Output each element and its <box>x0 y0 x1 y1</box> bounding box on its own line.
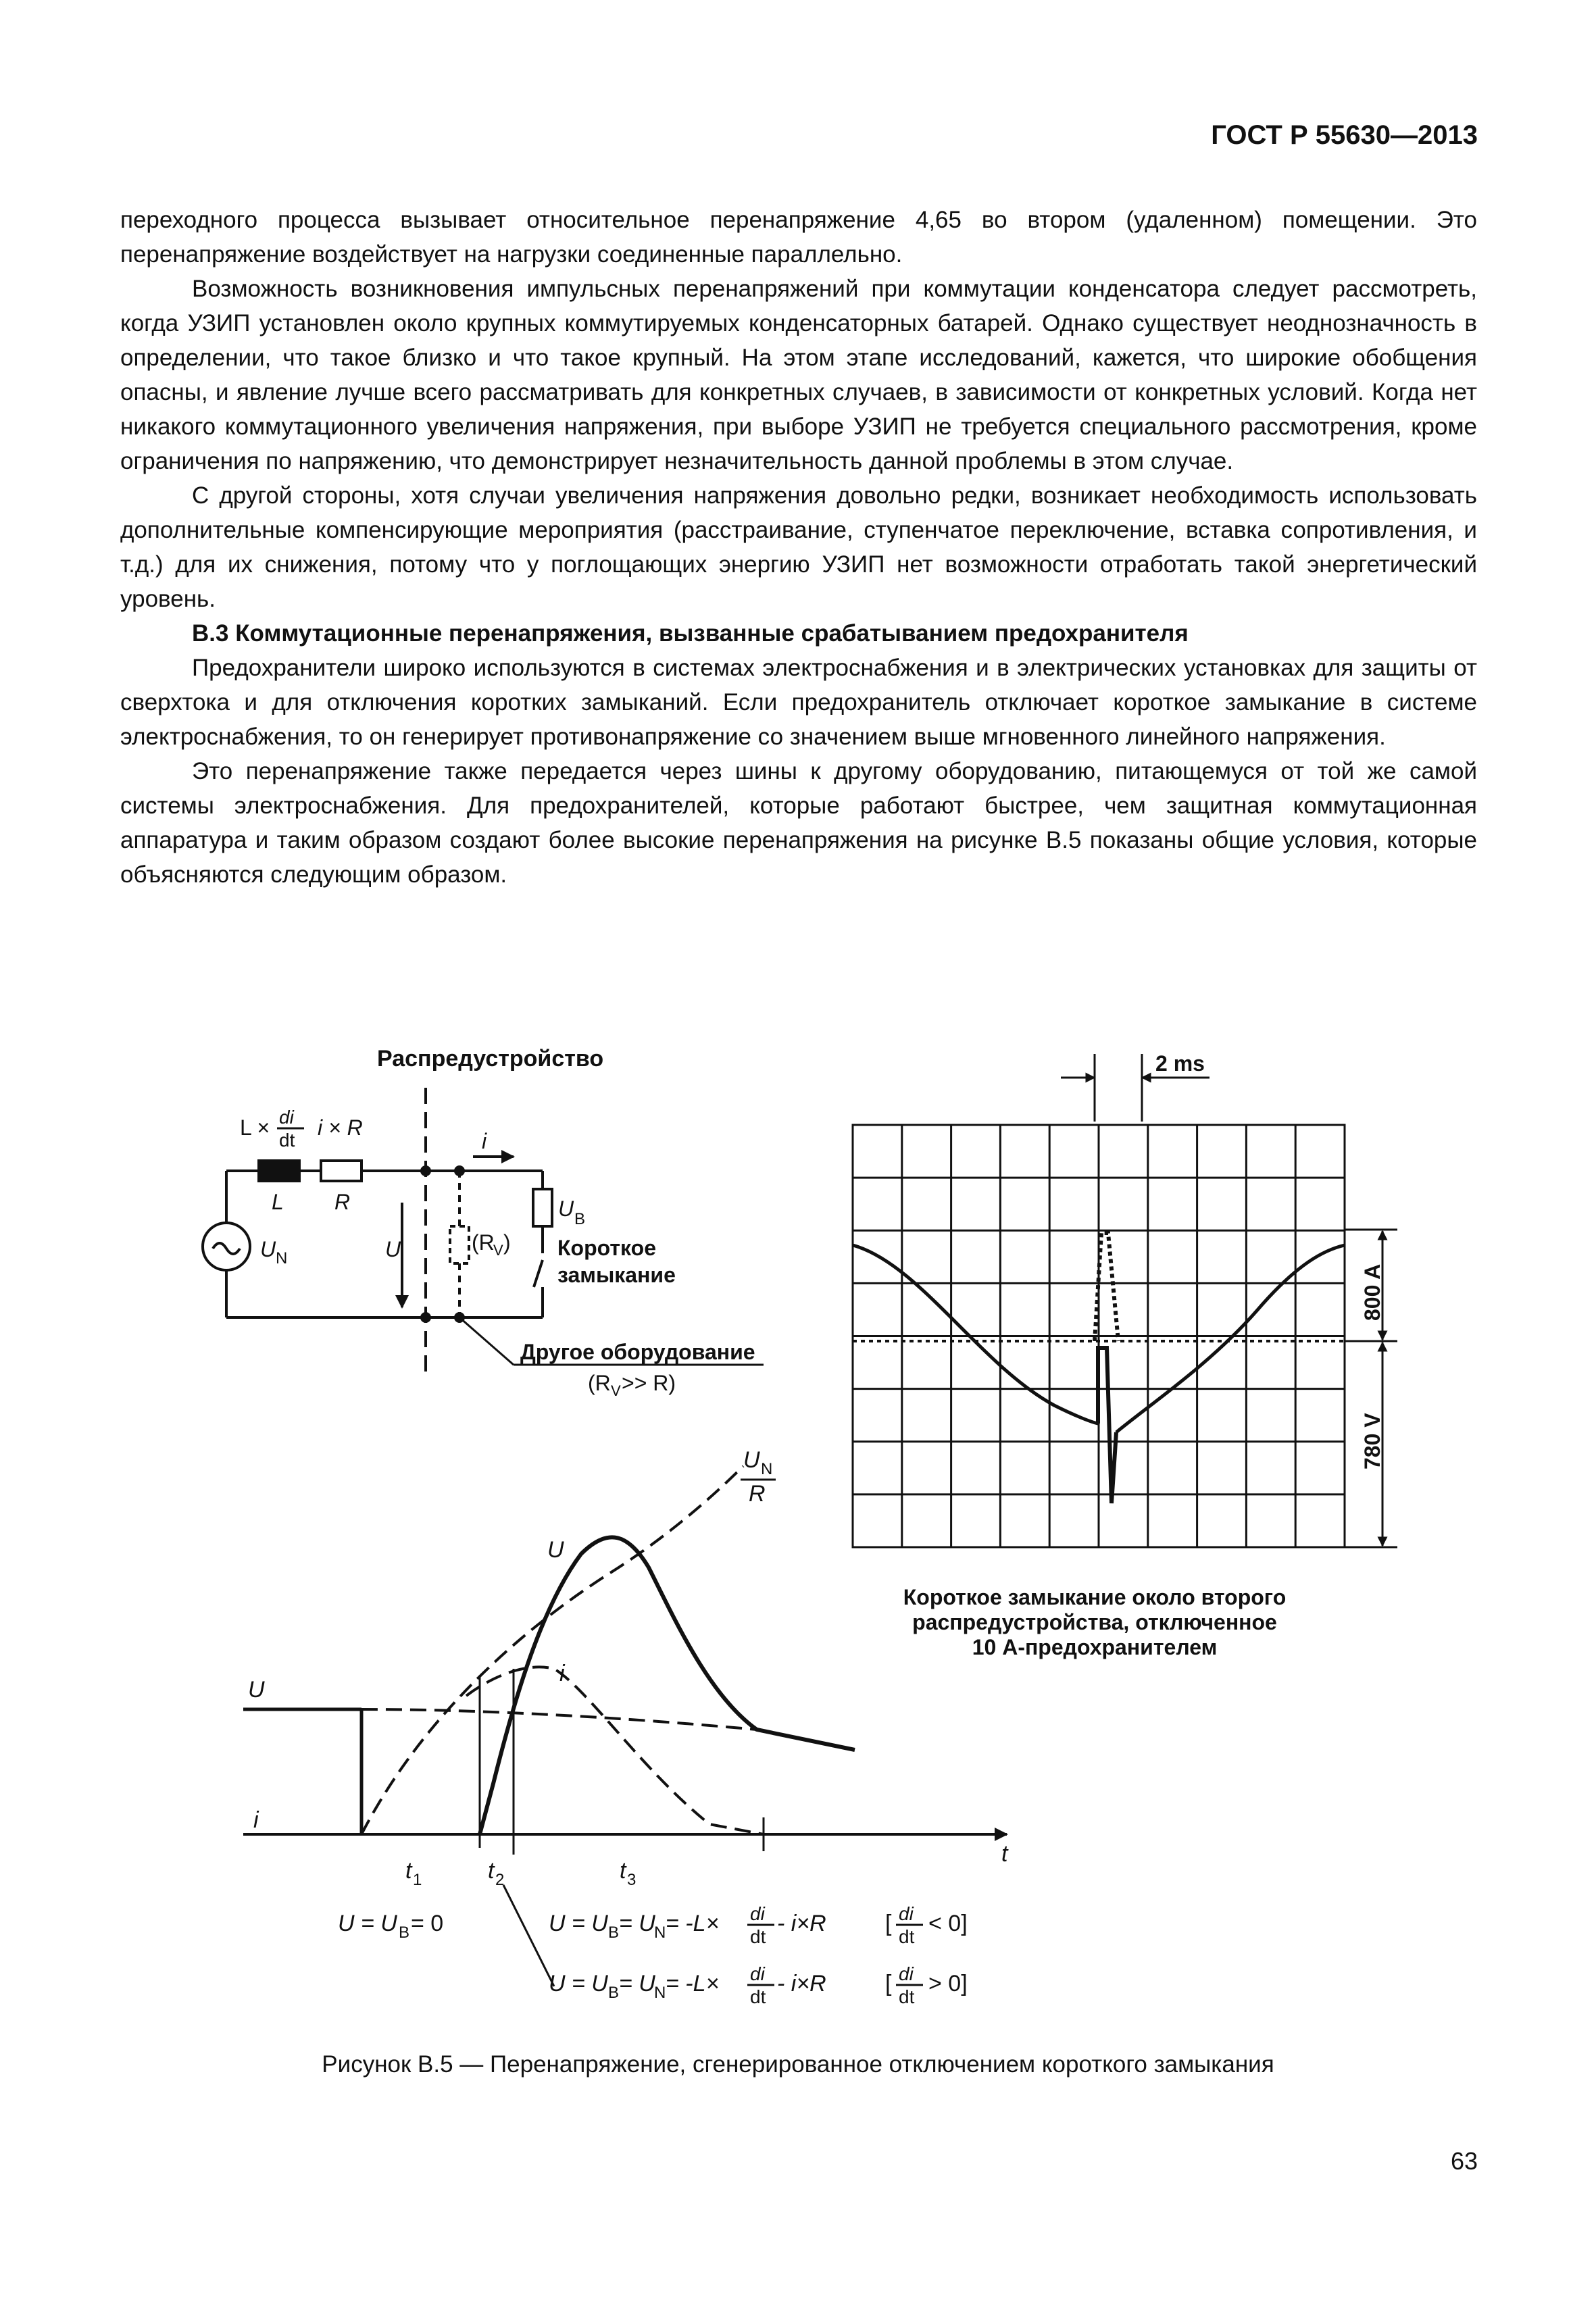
svg-text:U = U: U = U <box>549 1911 608 1936</box>
circuit-labels <box>240 1107 755 1399</box>
inductor-symbol <box>259 1161 299 1181</box>
paragraph-4: Предохранители широко используются в системах электроснабжения и в электрических установках для защиты от сверхтока и для отключения коротких замыканий. Если предохранитель отключает короткое замыкание в системе электроснабжения, то он генерирует противонапряжение со значением выше мгновенного линейного напряжения. <box>120 655 1477 750</box>
svg-text:= 0: = 0 <box>411 1911 444 1936</box>
svg-text:i: i <box>253 1807 259 1833</box>
svg-text:dt: dt <box>279 1130 295 1151</box>
svg-text:U: U <box>547 1537 564 1563</box>
svg-text:B: B <box>399 1923 410 1942</box>
svg-text:U = U: U = U <box>338 1911 397 1936</box>
svg-text:di: di <box>899 1903 914 1924</box>
svg-text:V: V <box>611 1382 621 1399</box>
svg-text:U: U <box>558 1197 574 1221</box>
figure-caption: Рисунок В.5 — Перенапряжение, сгенерированное отключением короткого замыкания <box>322 2051 1274 2078</box>
circuit-diagram <box>203 1046 764 1378</box>
short-circuit-label-1: Короткое <box>557 1236 656 1260</box>
switchgear-title: Распредустройство <box>377 1046 604 1072</box>
timing-diagram <box>243 1466 1007 1986</box>
time-scale-label: 2 ms <box>1155 1051 1205 1076</box>
other-equipment-label: Другое оборудование <box>520 1340 755 1364</box>
ub-element <box>533 1189 552 1226</box>
svg-text:>> R): >> R) <box>622 1371 676 1395</box>
svg-text:N: N <box>276 1249 288 1267</box>
svg-text:L ×: L × <box>240 1115 270 1140</box>
svg-text:= U: = U <box>619 1911 655 1936</box>
svg-text:= U: = U <box>619 1971 655 1996</box>
svg-text:i: i <box>559 1661 565 1686</box>
svg-text:R: R <box>749 1481 766 1507</box>
voltage-scale-label: 780 V <box>1360 1413 1385 1469</box>
equation-di-negative <box>549 1903 968 1947</box>
svg-text:dt: dt <box>899 1986 915 2007</box>
svg-text:di: di <box>279 1107 294 1128</box>
section-heading-b3: В.3 Коммутационные перенапряжения, вызванные срабатыванием предохранителя <box>192 620 1189 647</box>
paragraph-5: Это перенапряжение также передается через шины к другому оборудованию, питающемуся от той же самой системы электроснабжения. Для предохранителей, которые работают быстрее, чем защитная коммутационная аппаратура и таким образом создают более высокие перенапряжения на рисунке В.5 показаны общие условия, которые объясняются следующим образом. <box>120 758 1477 888</box>
svg-text:): ) <box>503 1230 511 1255</box>
svg-text:(R: (R <box>588 1371 611 1395</box>
scope-caption-line1: Короткое замыкание около второго <box>903 1585 1287 1609</box>
current-scale-label: 800 A <box>1360 1263 1385 1321</box>
short-circuit-label-2: замыкание <box>557 1263 676 1287</box>
svg-text:di: di <box>899 1963 914 1984</box>
rv-element <box>450 1226 469 1263</box>
page-number: 63 <box>1450 2147 1478 2175</box>
paragraph-2: Возможность возникновения импульсных перенапряжений при коммутации конденсатора следует рассмотреть, когда УЗИП установлен около крупных коммутируемых конденсаторных батарей. Однако существует неоднозначность в определении, что такое близко и что такое крупный. На этом этапе исследований, кажется, что широкие обобщения опасны, и явление лучше всего рассматривать для конкретных случаев, в зависимости от конкретных условий. Когда нет никакого коммутационного увеличения напряжения, при выборе УЗИП не требуется специального рассмотрения, кроме ограничения по напряжению, что демонстрирует незначительность данной проблемы в этом случае. <box>120 276 1477 474</box>
svg-text:1: 1 <box>413 1871 422 1889</box>
svg-text:= -L×: = -L× <box>666 1971 720 1996</box>
svg-text:B: B <box>608 1923 620 1942</box>
svg-text:R: R <box>334 1190 351 1214</box>
svg-text:< 0]: < 0] <box>928 1911 968 1936</box>
paragraph-3: С другой стороны, хотя случаи увеличения напряжения довольно редки, возникает необходимость использовать дополнительные компенсирующие мероприятия (расстраивание, ступенчатое переключение, вставка сопротивления, и т.д.) для их снижения, потому что у поглощающих энергию УЗИП нет возможности отработать такой энергетический уровень. <box>120 482 1477 612</box>
svg-text:t: t <box>488 1858 495 1884</box>
svg-text:U: U <box>385 1237 401 1261</box>
svg-text:t: t <box>1001 1841 1008 1867</box>
svg-text:- i×R: - i×R <box>777 1971 826 1996</box>
svg-text:U: U <box>248 1677 265 1703</box>
svg-text:(R: (R <box>472 1230 495 1255</box>
svg-text:N: N <box>654 1923 666 1942</box>
svg-text:i × R: i × R <box>318 1115 363 1140</box>
svg-text:= -L×: = -L× <box>666 1911 720 1936</box>
svg-text:dt: dt <box>750 1926 766 1947</box>
svg-text:B: B <box>608 1984 620 2002</box>
svg-text:> 0]: > 0] <box>928 1971 968 1996</box>
svg-text:t: t <box>620 1858 626 1884</box>
svg-text:di: di <box>750 1963 765 1984</box>
svg-text:[: [ <box>885 1911 892 1936</box>
scope-caption-line3: 10 А-предохранителем <box>972 1635 1218 1659</box>
equation-di-positive <box>549 1963 968 2007</box>
equation-zero <box>338 1911 443 1942</box>
resistor-symbol <box>321 1161 361 1181</box>
scope-caption-line2: распредустройства, отключенное <box>912 1610 1277 1634</box>
svg-text:t: t <box>405 1858 412 1884</box>
svg-text:U: U <box>260 1237 276 1261</box>
svg-text:2: 2 <box>495 1871 505 1889</box>
svg-text:dt: dt <box>899 1926 915 1947</box>
svg-text:di: di <box>750 1903 765 1924</box>
paragraph-1: переходного процесса вызывает относительное перенапряжение 4,65 во втором (удаленном) помещении. Это перенапряжение воздействует на нагрузки соединенные параллельно. <box>120 207 1477 268</box>
oscilloscope-annotations <box>853 1054 1397 1547</box>
document-header: ГОСТ Р 55630—2013 <box>1211 120 1478 150</box>
svg-text:N: N <box>654 1984 666 2002</box>
svg-text:B: B <box>574 1210 586 1228</box>
svg-text:U = U: U = U <box>549 1971 608 1996</box>
svg-text:dt: dt <box>750 1986 766 2007</box>
svg-text:3: 3 <box>627 1871 637 1889</box>
svg-text:N: N <box>761 1460 773 1478</box>
oscilloscope-grid <box>853 1125 1345 1547</box>
svg-text:i: i <box>482 1129 487 1153</box>
svg-text:V: V <box>493 1242 503 1259</box>
svg-text:U: U <box>743 1447 760 1473</box>
svg-text:[: [ <box>885 1971 892 1996</box>
svg-text:- i×R: - i×R <box>777 1911 826 1936</box>
svg-text:L: L <box>272 1190 284 1214</box>
short-circuit-switch <box>534 1260 543 1287</box>
oscilloscope-labels <box>903 1051 1385 1659</box>
